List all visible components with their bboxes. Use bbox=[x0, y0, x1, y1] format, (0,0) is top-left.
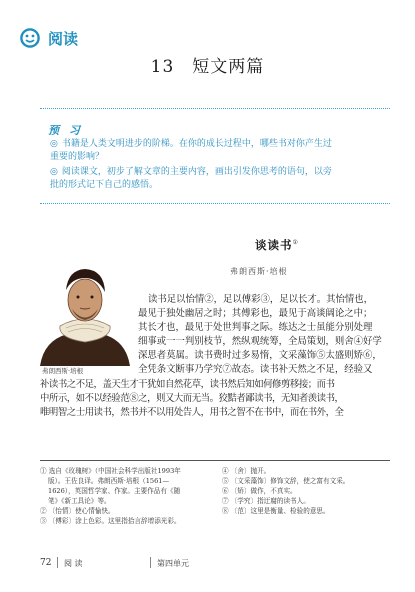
preview-item-2-line-1: 阅读课文，初步了解文章的主要内容，画出引发你思考的语句，以旁 bbox=[61, 167, 332, 177]
footnote-line: ⑥ 〔矫〕做作，不真实。 bbox=[222, 487, 297, 495]
article-title: 谈读书① bbox=[255, 238, 299, 252]
footnote-line: ② 〔怡情〕使心情愉快。 bbox=[40, 507, 115, 515]
article-line-9: 唯明智之士用读书，然书并不以用处告人，用书之智不在书中，而在书外，全 bbox=[40, 407, 344, 418]
footnote-line: ⑤ 〔文采藻饰〕修饰文辞，使之富有文采。 bbox=[222, 477, 350, 485]
preview-item-1 bbox=[50, 138, 380, 164]
preview-top-divider bbox=[40, 108, 390, 109]
footer-separator bbox=[57, 557, 58, 568]
section-label: 阅读 bbox=[48, 30, 79, 48]
preview-item-2-line-2: 批的形式记下自己的感悟。 bbox=[50, 180, 159, 190]
footnote-line: 版）。王佐良译。弗朗西斯·培根（1561— bbox=[48, 477, 170, 485]
footnotes-left bbox=[40, 466, 210, 526]
footer-unit-label: 第四单元 bbox=[157, 559, 189, 568]
article-line-8: 中所示，如不以经验范⑧之，则又大而无当。狡黠者鄙读书，无知者羡读书， bbox=[40, 393, 344, 404]
preview-label: 预 习 bbox=[48, 124, 83, 137]
footnote-line: 1626），英国哲学家、作家。主要作品有《随 bbox=[48, 487, 181, 495]
preview-bottom-divider bbox=[40, 203, 390, 204]
article-line-4: 细事或一一判别枝节，然纵观统筹，全局策划，则舍④好学 bbox=[138, 336, 382, 347]
bullet-icon: ◎ bbox=[50, 139, 58, 149]
article-line-5: 深思者莫属。读书费时过多易惰，文采藻饰⑤太盛则矫⑥， bbox=[138, 350, 382, 361]
footer-section-label: 阅 读 bbox=[64, 559, 83, 568]
article-line-3: 其长才也，最见于处世判事之际。练达之士虽能分别处理 bbox=[138, 322, 373, 333]
footnote-line: ⑧ 〔范〕这里是衡量、检验的意思。 bbox=[222, 507, 330, 515]
footnote-line: 笔》《新工具论》等。 bbox=[48, 497, 111, 505]
article-line-1: 读书足以怡情②，足以傅彩③，足以长才。其怡情也， bbox=[148, 294, 374, 305]
footnotes-right bbox=[222, 466, 392, 516]
page-number: 72 bbox=[40, 558, 52, 568]
article-line-6: 全凭条文断事乃学究⑦故态。读书补天然之不足，经验又 bbox=[138, 364, 373, 375]
bullet-icon: ◎ bbox=[50, 167, 58, 177]
lesson-title: 13 短文两篇 bbox=[150, 57, 265, 77]
footer-separator bbox=[150, 557, 151, 568]
article-title-note: ① bbox=[292, 239, 299, 247]
preview-item-1-line-1: 书籍是人类文明进步的阶梯。在你的成长过程中，哪些书对你产生过 bbox=[61, 139, 332, 149]
article-line-7: 补读书之不足，盖天生才干犹如自然花草，读书然后知如何修剪移接；而书 bbox=[40, 379, 335, 390]
footnote-line: ④ 〔舍〕抛开。 bbox=[222, 467, 271, 475]
article-line-2: 最见于独处幽居之时；其傅彩也，最见于高谈阔论之中； bbox=[138, 308, 373, 319]
portrait-illustration bbox=[38, 262, 132, 366]
preview-item-1-line-2: 重要的影响？ bbox=[50, 152, 105, 162]
footnote-line: ① 选自《玫瑰树》（中国社会科学出版社1993年 bbox=[40, 467, 181, 475]
footnote-divider bbox=[40, 460, 390, 461]
portrait-caption: 弗朗西斯·培根 bbox=[42, 367, 84, 375]
preview-item-2 bbox=[50, 166, 380, 192]
article-author: 弗朗西斯·培根 bbox=[230, 267, 288, 276]
footnote-line: ③ 〔傅彩〕涂上色彩。这里指拾言辞增添光彩。 bbox=[40, 517, 181, 525]
footnote-line: ⑦ 〔学究〕指迂腐的读书人。 bbox=[222, 497, 310, 505]
smiley-face-icon bbox=[20, 28, 40, 48]
